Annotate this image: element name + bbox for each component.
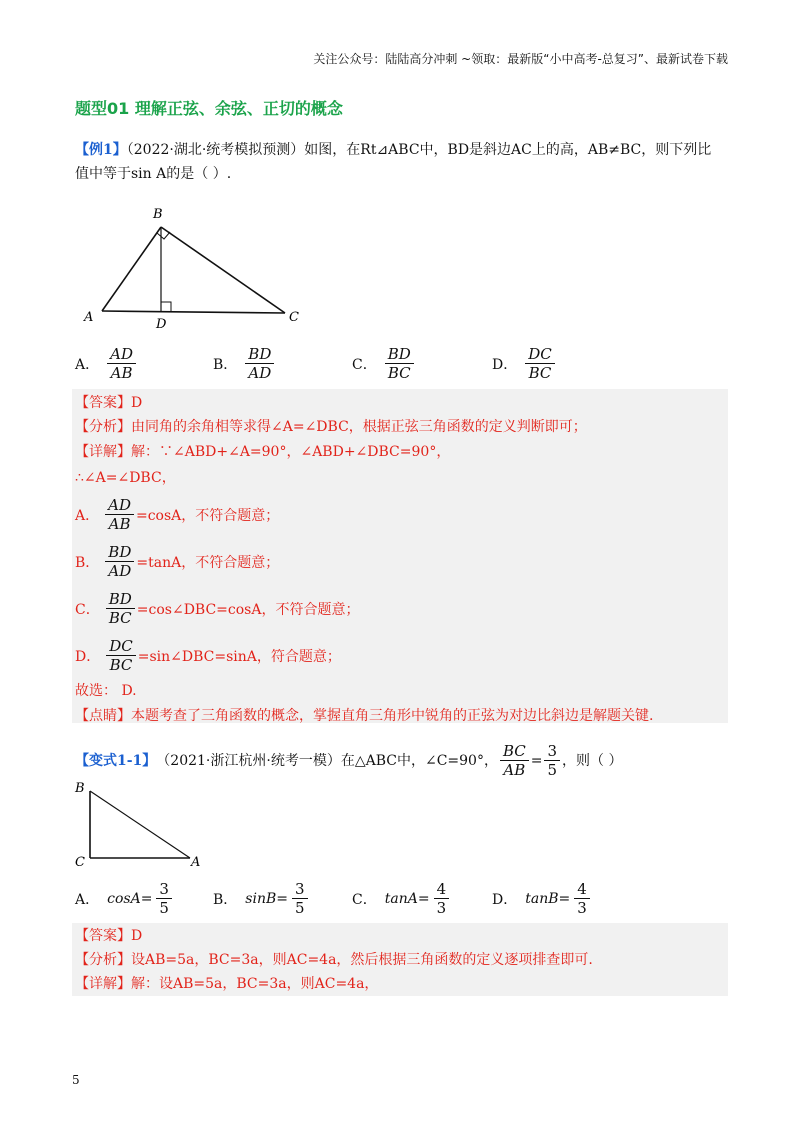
answer-tag: 【答案】 [75,395,131,411]
detail-item-a [75,496,279,533]
detail-tag: 【详解】 [75,444,131,460]
frac-den: AB [503,761,526,779]
label-B: B [75,781,85,796]
example1-option-d [492,345,557,382]
analysis-text: 由同角的余角相等求得∠A=∠DBC，根据正弦三角函数的定义判断即可； [131,419,587,435]
frac-num: AD [107,345,136,364]
triangle-figure-2 [72,778,212,873]
frac-num: 4 [434,880,450,899]
option-letter: B． [213,891,238,908]
page-header: 关注公众号：陆陆高分冲刺 ~领取：最新版“小中高考-总复习”、最新试卷下载 [313,52,728,66]
triangle-figure-1 [80,200,320,335]
detail-text: 解：设AB=5a，BC=3a，则AC=4a， [131,976,379,992]
frac-num: BD [245,345,274,364]
analysis-tag: 【分析】 [75,419,131,435]
example1-comment [75,704,653,728]
option-fn: sinB= [245,890,288,907]
variant1-analysis [75,948,593,972]
frac-num: AD [105,496,134,515]
example1-tag: 【例1】 [75,142,127,158]
frac-den: 3 [577,899,587,917]
equals-sign: = [530,752,543,769]
detail-item-d [75,637,341,674]
variant-tag: 【变式1-1】 [75,752,157,769]
answer-value: D [131,928,143,944]
frac-den: BC [109,656,133,674]
item-rest: =tanA，不符合题意； [136,554,280,571]
frac-den: AB [110,364,133,382]
item-letter: A． [75,507,100,524]
frac-den: AB [108,515,131,533]
comment-text: 本题考查了三角函数的概念，掌握直角三角形中锐角的正弦为对边比斜边是解题关键. [131,708,654,724]
option-fn: cosA= [107,890,153,907]
frac-num: BD [105,543,134,562]
item-letter: D． [75,648,101,665]
item-letter: B． [75,554,100,571]
variant1-option-d [492,880,592,917]
frac-den: 3 [436,899,447,917]
frac-den: 5 [159,899,169,917]
label-C: C [75,855,85,870]
frac-den: 5 [295,899,305,917]
item-rest: =cos∠DBC=cosA，不符合题意； [136,601,360,618]
variant1-detail [75,972,378,996]
item-rest: =sin∠DBC=sinA，符合题意； [137,648,341,665]
frac-den: AD [248,364,272,382]
label-A: A [84,310,94,325]
example1-detail-1 [75,440,450,464]
option-fn: tanB= [525,890,571,907]
analysis-text: 设AB=5a，BC=3a，则AC=4a，然后根据三角函数的定义逐项排查即可. [131,952,593,968]
label-D: D [156,317,167,332]
option-letter: C． [352,356,377,373]
item-rest: =cosA，不符合题意； [135,507,280,524]
frac-den: BC [108,609,132,627]
frac-num: BD [385,345,414,364]
example1-answer [75,391,142,415]
detail-item-c [75,590,359,627]
detail-text: 解：∵∠ABD+∠A=90°，∠ABD+∠DBC=90°， [131,444,451,460]
variant1-option-b [213,880,310,917]
frac-num: DC [525,345,555,364]
example1-question [75,138,711,162]
option-letter: D． [492,891,518,908]
example1-line2: 值中等于sin A的是（ ）. [75,166,232,182]
label-B: B [153,207,163,222]
frac-den: BC [528,364,552,382]
frac-den: AD [108,562,132,580]
page-number: 5 [72,1073,80,1087]
variant1-option-a [75,880,174,917]
detail-tag: 【详解】 [75,976,131,992]
frac-den: BC [387,364,411,382]
answer-tag: 【答案】 [75,928,131,944]
frac-num: 3 [156,880,172,899]
option-letter: A． [75,356,100,373]
option-fn: tanA= [384,890,430,907]
frac-num: DC [106,637,136,656]
frac-num: 3 [544,742,560,761]
example1-line1: （2022·湖北·统考模拟预测）如图，在Rt⊿ABC中，BD是斜边AC上的高，AB≠BC，则下列比 [126,142,712,158]
frac-num: BC [500,742,529,761]
example1-option-c [352,345,416,382]
variant1-option-c [352,880,451,917]
analysis-tag: 【分析】 [75,952,131,968]
item-letter: C． [75,601,100,618]
variant-text-after: ，则（ ） [562,752,623,769]
example1-analysis [75,415,587,439]
variant1-question [75,742,622,779]
comment-tag: 【点睛】 [75,708,131,724]
option-letter: C． [352,891,377,908]
variant1-answer [75,924,142,948]
option-letter: B． [213,356,238,373]
variant-text-before: （2021·浙江杭州·统考一模）在△ABC中，∠C=90°， [156,752,498,769]
frac-num: 4 [574,880,590,899]
example1-option-b [213,345,276,382]
label-C: C [289,310,299,325]
frac-num: BD [106,590,135,609]
frac-den: 5 [547,761,558,779]
answer-value: D [131,395,143,411]
detail-item-b [75,543,279,580]
section-title: 题型01 理解正弦、余弦、正切的概念 [75,99,343,118]
option-letter: D． [492,356,518,373]
example1-detail-2: ∴∠A=∠DBC， [75,470,176,486]
example1-option-a [75,345,138,382]
frac-num: 3 [292,880,308,899]
example1-choose: 故选： D. [75,683,137,699]
option-letter: A． [75,891,100,908]
label-A: A [191,855,201,870]
